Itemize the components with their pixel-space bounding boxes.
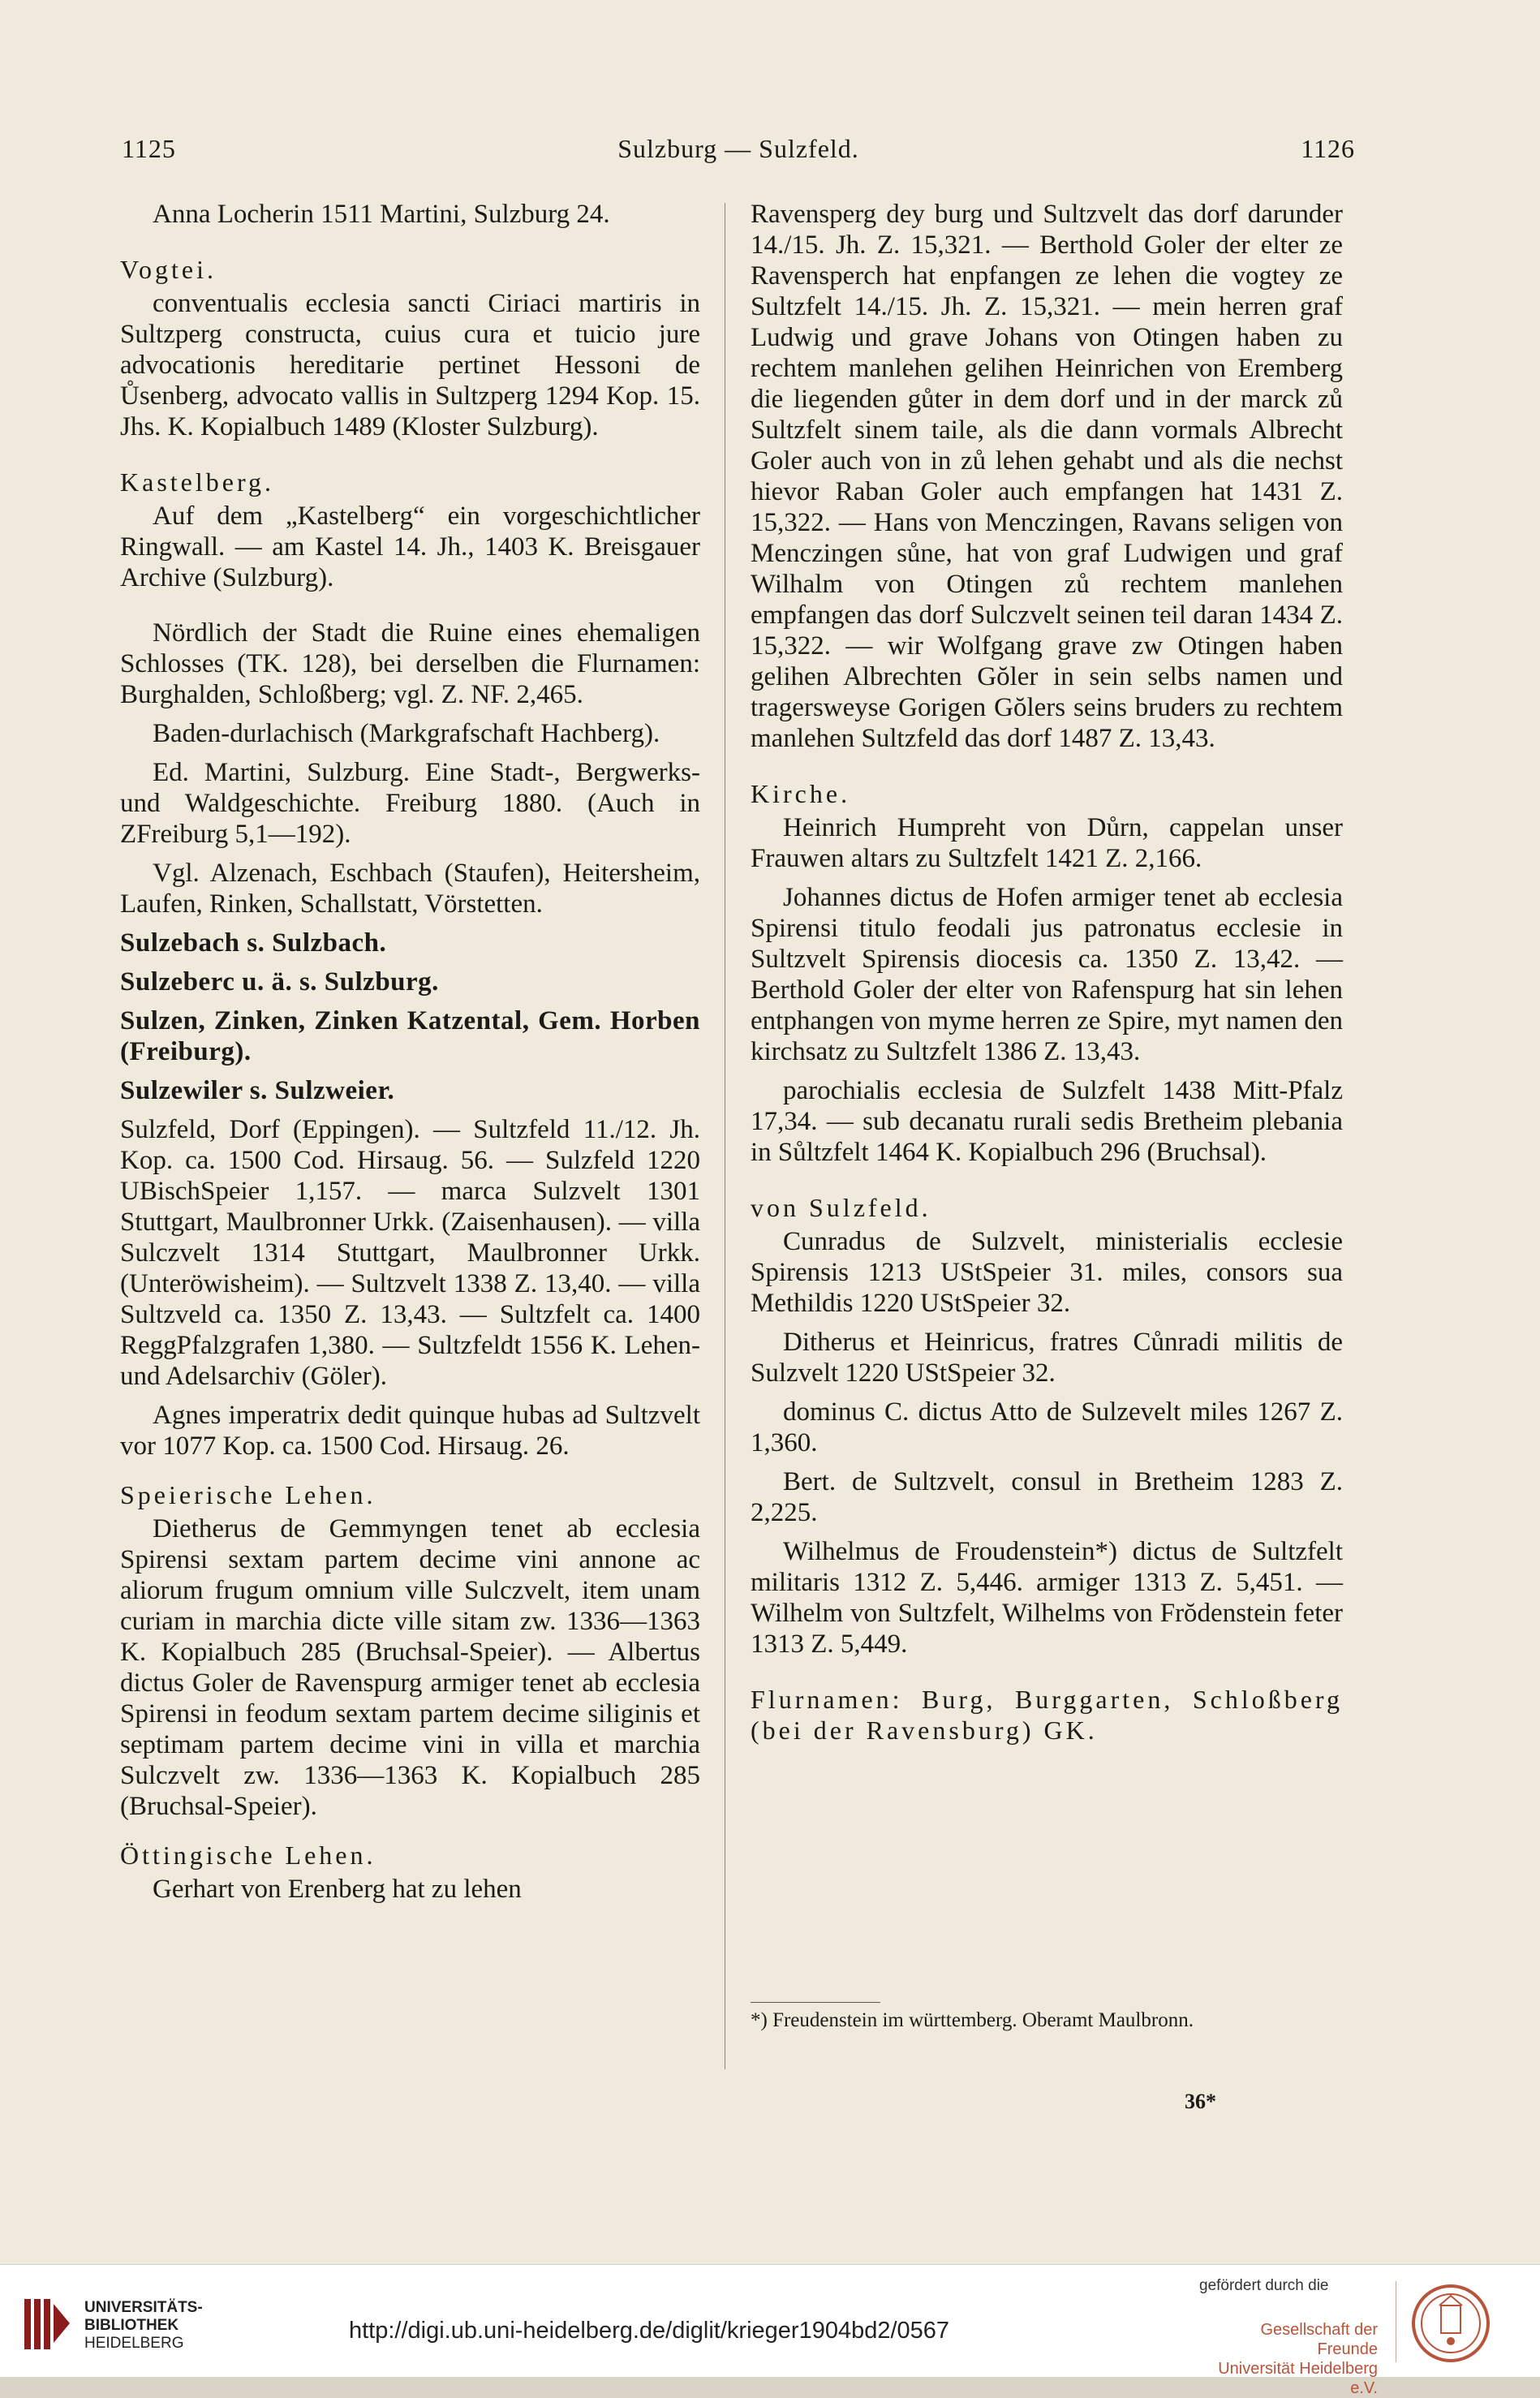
running-header bbox=[122, 134, 1355, 174]
section-heading: Vogtei. bbox=[120, 255, 217, 284]
entry-text: Vgl. Alzenach, Eschbach (Staufen), Heitersheim, Laufen, Rinken, Schallstatt, Vörstetten. bbox=[120, 859, 700, 919]
entry-text: Johannes dictus de Hofen armiger tenet ab ecclesia Spirensi titulo feodali jus patronatus ecclesie in Sultzvelt Spirensis diocesis ca. 1350 Z. 13,42. — Berthold Goler der elter von Rafenspurg hat sin lehen entphangen von myme herren ze Spire, myt namen den kirchsatz zu Sultzfelt 1386 Z. 13,43. bbox=[751, 883, 1343, 1066]
section-heading: Kastelberg. bbox=[120, 467, 275, 497]
section-heading: von Sulzfeld. bbox=[751, 1193, 931, 1222]
entry-text: Agnes imperatrix dedit quinque hubas ad Sultzvelt vor 1077 Kop. ca. 1500 Cod. Hirsaug. 26. bbox=[120, 1401, 700, 1461]
section-heading: Kirche. bbox=[751, 779, 851, 808]
library-logo-icon bbox=[23, 2296, 71, 2353]
page-number-right: 1126 bbox=[1301, 134, 1355, 163]
entry-text: Ed. Martini, Sulzburg. Eine Stadt-, Bergwerks- und Waldgeschichte. Freiburg 1880. (Auch in ZFreiburg 5,1—192). bbox=[120, 758, 700, 849]
entry-text: Anna Locherin 1511 Martini, Sulzburg 24. bbox=[153, 200, 610, 229]
entry-text: conventualis ecclesia sancti Ciriaci martiris in Sultzperg constructa, cuius cura et tuicio jure advocationis hereditarie pertinet Hessoni de Ůsenberg, advocato vallis in Sultzperg 1294 Kop. 15. Jhs. K. Kopialbuch 1489 (Kloster Sulzburg). bbox=[120, 289, 700, 441]
university-seal-icon bbox=[1410, 2283, 1491, 2364]
entry-text: Gerhart von Erenberg hat zu lehen bbox=[153, 1875, 522, 1904]
sponsor-label: gefördert durch die bbox=[1199, 2277, 1329, 2294]
lemma-entry: Sulzfeld, Dorf (Eppingen). — Sultzfeld 11./12. Jh. Kop. ca. 1500 Cod. Hirsaug. 56. — Sulzfeld 1220 UBischSpeier 1,157. — marca Sulzvelt 1301 Stuttgart, Maulbronner Urkk. (Zaisenhausen). — villa Sulczvelt 1314 Stuttgart, Maulbronner Urkk. (Unteröwisheim). — Sultzvelt 1338 Z. 13,40. — villa Sultzveld ca. 1350 Z. 13,43. — Sultzfelt ca. 1400 ReggPfalzgrafen 1,380. — Sultzfeldt 1556 K. Lehen- und Adelsarchiv (Göler). bbox=[120, 1115, 700, 1391]
entry-text: Nördlich der Stadt die Ruine eines ehemaligen Schlosses (TK. 128), bei derselben die Flurnamen: Burghalden, Schloßberg; vgl. Z. NF. 2,465. bbox=[120, 618, 700, 709]
lemma-entry: Sulzebach s. Sulzbach. bbox=[120, 928, 387, 958]
section-heading: Flurnamen: Burg, Burggarten, Schloßberg (bei der Ravensburg) GK. bbox=[751, 1685, 1343, 1745]
entry-text: Ditherus et Heinricus, fratres Cůnradi militis de Sulzvelt 1220 UStSpeier 32. bbox=[751, 1328, 1343, 1388]
footnote: *) Freudenstein im württemberg. Oberamt Maulbronn. bbox=[751, 2009, 1194, 2031]
section-heading: Speierische Lehen. bbox=[120, 1480, 376, 1509]
digitization-footer bbox=[0, 2264, 1540, 2397]
entry-text: Wilhelmus de Froudenstein*) dictus de Sultzfelt militaris 1312 Z. 5,446. armiger 1313 Z. 5,451. — Wilhelm von Sultzfelt, Wilhelms von Frŏdenstein feter 1313 Z. 5,449. bbox=[751, 1537, 1343, 1659]
signature-mark: 36* bbox=[1185, 2090, 1216, 2113]
entry-text: parochialis ecclesia de Sulzfelt 1438 Mitt-Pfalz 17,34. — sub decanatu rurali sedis Bretheim plebania in Sůltzfelt 1464 K. Kopialbuch 296 (Bruchsal). bbox=[751, 1076, 1343, 1167]
lemma-entry: Sulzeberc u. ä. s. Sulzburg. bbox=[120, 967, 439, 997]
left-column bbox=[120, 199, 700, 1913]
permalink-url[interactable]: http://digi.ub.uni-heidelberg.de/diglit/krieger1904bd2/0567 bbox=[349, 2318, 950, 2344]
entry-text: Heinrich Humpreht von Důrn, cappelan unser Frauwen altars zu Sultzfelt 1421 Z. 2,166. bbox=[751, 813, 1343, 873]
library-name: UNIVERSITÄTS- BIBLIOTHEK HEIDELBERG bbox=[84, 2299, 203, 2352]
running-title: Sulzburg — Sulzfeld. bbox=[617, 134, 859, 163]
entry-text: Bert. de Sultzvelt, consul in Bretheim 1283 Z. 2,225. bbox=[751, 1467, 1343, 1527]
entry-text: Ravensperg dey burg und Sultzvelt das dorf darunder 14./15. Jh. Z. 15,321. — Berthold Goler der elter ze Ravensperch hat enpfangen ze lehen die vogtey ze Sultzfelt 14./15. Jh. Z. 15,321. — mein herren graf Ludwig und grave Johans von Otingen haben zu rechtem manlehen gelihen Heinrichen von Eremberg die liegenden gůter in dem dorf und in der marck zů Sultzfelt sinem taile, als die dann vormals Albrecht Goler auch von in zů lehen gehabt und als die nechst hievor Raban Goler auch empfangen hat 1431 Z. 15,322. — Hans von Menczingen, Ravans seligen von Menczingen sůne, hat von graf Ludwigen und graf Wilhalm von Otingen zů rechtem manlehen empfangen das dorf Sulczvelt seinen teil daran 1434 Z. 15,322. — wir Wolfgang grave zw Otingen haben gelihen Albrechten Gŏler in sein selbs namen und tragersweyse Gorigen Gŏlers seins bruders zu rechtem manlehen Sultzfeld das dorf 1487 Z. 13,43. bbox=[751, 200, 1343, 753]
right-column bbox=[751, 199, 1343, 1749]
entry-text: Cunradus de Sulzvelt, ministerialis ecclesie Spirensis 1213 UStSpeier 31. miles, consors sua Methildis 1220 UStSpeier 32. bbox=[751, 1227, 1343, 1318]
sponsor-name: Gesellschaft der Freunde Universität Heidelberg e.V. bbox=[1218, 2321, 1378, 2397]
entry-text: Baden-durlachisch (Markgrafschaft Hachberg). bbox=[153, 719, 660, 748]
lemma-entry: Sulzen, Zinken, Zinken Katzental, Gem. Horben (Freiburg). bbox=[120, 1006, 700, 1066]
entry-text: dominus C. dictus Atto de Sulzevelt miles 1267 Z. 1,360. bbox=[751, 1397, 1343, 1457]
entry-text: Dietherus de Gemmyngen tenet ab ecclesia Spirensi sextam partem decime vini annone ac aliorum frugum omnium ville Sulczvelt, item unam curiam in marchia dicte ville sitam zw. 1336—1363 K. Kopialbuch 285 (Bruchsal-Speier). — Albertus dictus Goler de Ravenspurg armiger tenet ab ecclesia Spirensi in feodum sextam partem decime siliginis et septimam partem decime vini in villa et marchia Sulczvelt zw. 1336—1363 K. Kopialbuch 285 (Bruchsal-Speier). bbox=[120, 1514, 700, 1821]
section-heading: Öttingische Lehen. bbox=[120, 1840, 376, 1870]
lemma-entry: Sulzewiler s. Sulzweier. bbox=[120, 1076, 395, 1105]
entry-text: Auf dem „Kastelberg“ ein vorgeschichtlicher Ringwall. — am Kastel 14. Jh., 1403 K. Breisgauer Archive (Sulzburg). bbox=[120, 502, 700, 592]
page-number-left: 1125 bbox=[122, 134, 176, 163]
footnote-rule bbox=[751, 2002, 880, 2003]
